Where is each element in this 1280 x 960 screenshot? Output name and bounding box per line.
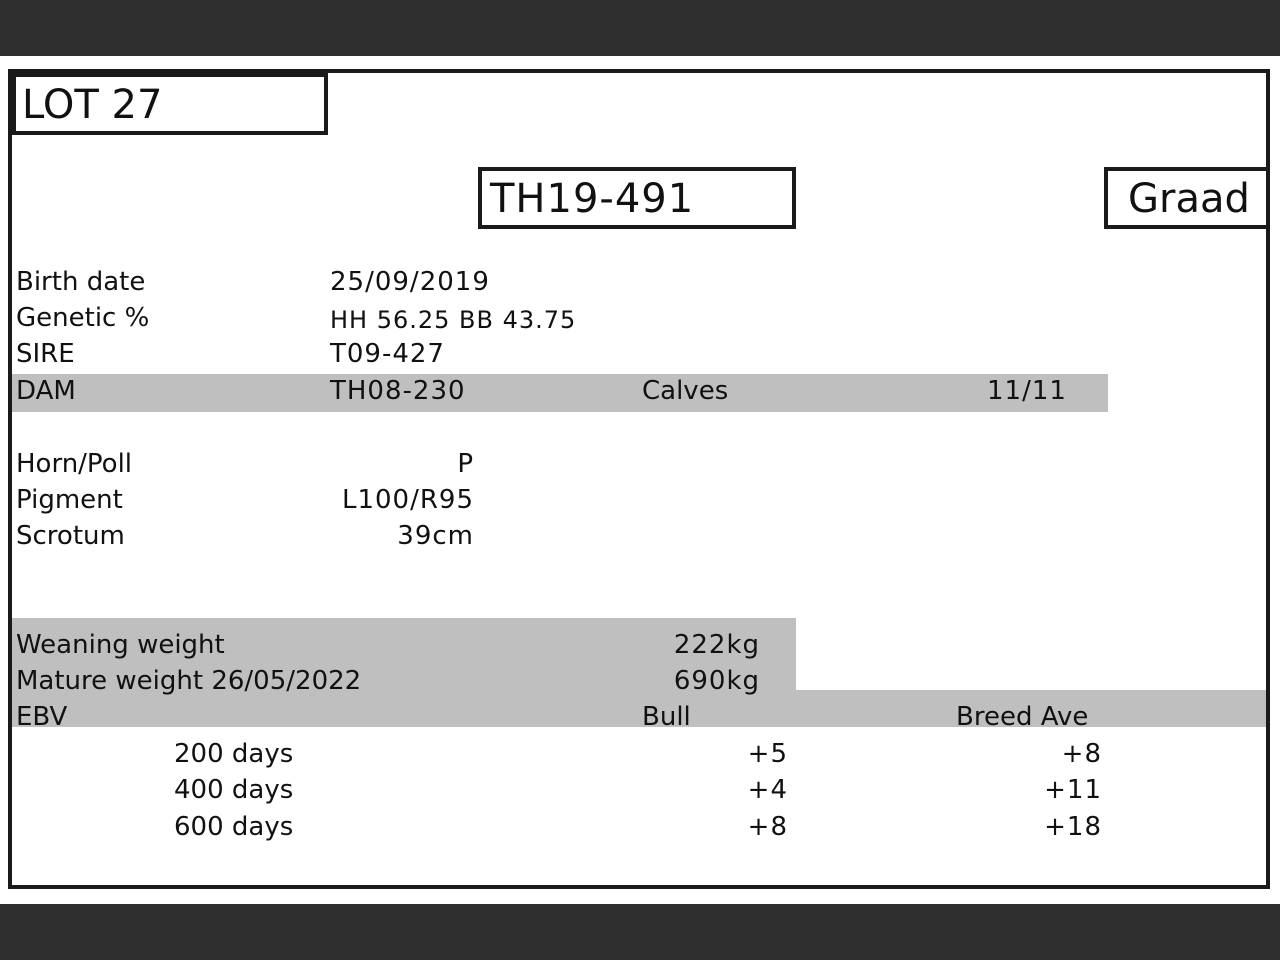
mature-weight-value: 690kg xyxy=(673,666,760,696)
ebv-row-bull: +5 xyxy=(747,739,788,769)
ebv-label: EBV xyxy=(16,702,68,732)
dam-band xyxy=(12,374,1108,412)
dam-label: DAM xyxy=(16,376,76,406)
ebv-row-days: 400 days xyxy=(174,775,294,805)
genetic-value: HH 56.25 BB 43.75 xyxy=(330,306,577,334)
horn-poll-value: P xyxy=(457,449,474,479)
scrotum-label: Scrotum xyxy=(16,521,125,551)
pigment-label: Pigment xyxy=(16,485,123,515)
weaning-weight-label: Weaning weight xyxy=(16,630,225,660)
dam-value: TH08-230 xyxy=(330,376,466,406)
mature-weight-label: Mature weight 26/05/2022 xyxy=(16,666,362,696)
lot-card xyxy=(8,69,1270,889)
tag-box xyxy=(478,167,796,229)
scrotum-value: 39cm xyxy=(397,521,474,551)
birth-date-label: Birth date xyxy=(16,267,146,297)
lot-box xyxy=(12,73,328,135)
page xyxy=(0,56,1280,904)
birth-date-value: 25/09/2019 xyxy=(330,267,490,297)
weaning-weight-value: 222kg xyxy=(673,630,760,660)
ebv-row-bull: +4 xyxy=(747,775,788,805)
grade-box xyxy=(1104,167,1266,229)
calves-label: Calves xyxy=(642,376,729,406)
calves-value: 11/11 xyxy=(987,376,1067,406)
ebv-row-days: 200 days xyxy=(174,739,294,769)
ebv-breed-header: Breed Ave xyxy=(956,702,1089,732)
pigment-value: L100/R95 xyxy=(341,485,474,515)
ebv-bull-header: Bull xyxy=(642,702,691,732)
lot-number: LOT 27 xyxy=(22,82,163,128)
ebv-row-breed: +8 xyxy=(1061,739,1102,769)
genetic-label: Genetic % xyxy=(16,303,150,333)
sire-value: T09-427 xyxy=(330,339,445,369)
horn-poll-label: Horn/Poll xyxy=(16,449,133,479)
ebv-row-breed: +18 xyxy=(1044,812,1102,842)
ebv-row-bull: +8 xyxy=(747,812,788,842)
sire-label: SIRE xyxy=(16,339,75,369)
animal-tag: TH19-491 xyxy=(490,176,695,222)
ebv-row-days: 600 days xyxy=(174,812,294,842)
ebv-row-breed: +11 xyxy=(1044,775,1102,805)
grade-label: Graad xyxy=(1128,176,1250,222)
